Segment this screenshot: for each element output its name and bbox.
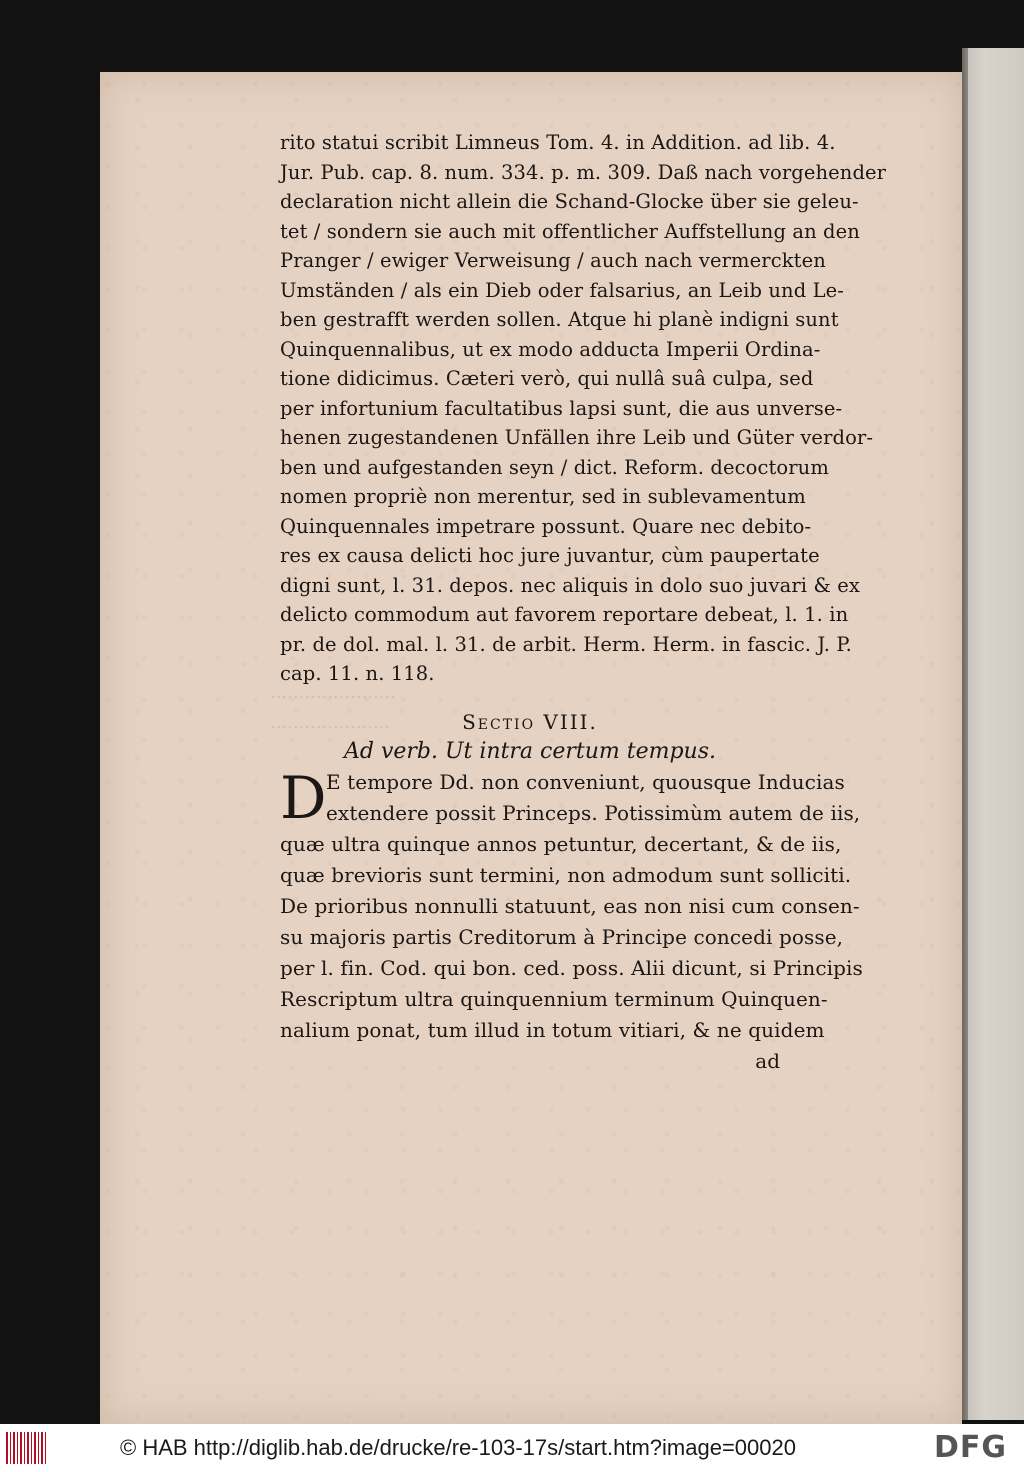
section-subheading: Ad verb. Ut intra certum tempus. [343,738,717,764]
bleed-through: ...................... [270,682,396,703]
text-line: extendere possit Princeps. Potissimùm autem de iis, [326,800,861,825]
page-text [280,128,887,1076]
text-line: su majoris partis Creditorum à Principe concedi posse, [280,924,844,949]
text-line: ben gestrafft werden sollen. Atque hi planè indigni sunt [280,308,839,331]
dfg-logo[interactable]: DFG [934,1430,1008,1465]
text-line: ben und aufgestanden seyn / dict. Reform. decoctorum [280,455,829,479]
text-line: De prioribus nonnulli statuunt, eas non nisi cum consen- [280,893,860,918]
text-line: tione didicimus. Cæteri verò, qui nullâ suâ culpa, sed [280,367,814,390]
catchword: ad [755,1048,780,1073]
hab-barcode-icon [6,1432,46,1464]
text-line: Jur. Pub. cap. 8. num. 334. p. m. 309. Daß nach vorgehender [280,160,887,184]
footer-bar [0,1424,1024,1472]
text-line: rito statui scribit Limneus Tom. 4. in Addition. ad lib. 4. [280,131,836,154]
footer-url[interactable]: © HAB http://diglib.hab.de/drucke/re-103-17s/start.htm?image=00020 [120,1435,796,1460]
text-line: nalium ponat, tum illud in totum vitiari, & ne quidem [280,1017,825,1042]
text-line: tet / sondern sie auch mit offentlicher Auffstellung an den [280,219,860,243]
text-line: cap. 11. n. 118. [280,662,435,685]
text-line: Quinquennales impetrare possunt. Quare nec debito- [280,514,812,538]
text-line: per l. fin. Cod. qui bon. ced. poss. Alii dicunt, si Principis [280,955,863,980]
bleed-through: ..................... [270,712,391,733]
text-line: quæ ultra quinque annos petuntur, decertant, & de iis, [280,831,842,856]
text-line: Quinquennalibus, ut ex modo adducta Imperii Ordina- [280,337,821,361]
text-line: Rescriptum ultra quinquennium terminum Quinquen- [280,986,828,1011]
section-heading: Sectio VIII. [462,709,598,734]
text-line-content: E tempore Dd. non conveniunt, quousque Inducias [326,769,845,794]
scanned-page [100,72,962,1424]
text-line: declaration nicht allein die Schand-Glocke über sie geleu- [280,190,859,213]
text-line: per infortunium facultatibus lapsi sunt, die aus unverse- [280,396,843,420]
text-line: quæ brevioris sunt termini, non admodum sunt solliciti. [280,862,852,887]
paragraph-part2 [280,763,863,1046]
text-line: digni sunt, l. 31. depos. nec aliquis in dolo suo juvari & ex [280,573,860,597]
text-line: Umständen / als ein Dieb oder falsarius, an Leib und Le- [280,278,844,302]
text-line: Pranger / ewiger Verweisung / auch nach vermerckten [280,249,826,272]
text-line: nomen propriè non merentur, sed in sublevamentum [280,485,806,508]
paragraph-part1 [280,128,887,689]
text-line: res ex causa delicti hoc jure juvantur, cùm paupertate [280,544,820,567]
adjacent-page [968,48,1024,1420]
text-line: henen zugestandenen Unfällen ihre Leib und Güter verdor- [280,426,874,449]
text-line: pr. de dol. mal. l. 31. de arbit. Herm. Herm. in fascic. J. P. [280,632,852,656]
drop-cap: D [280,763,327,832]
text-line: delicto commodum aut favorem reportare debeat, l. 1. in [280,603,849,626]
